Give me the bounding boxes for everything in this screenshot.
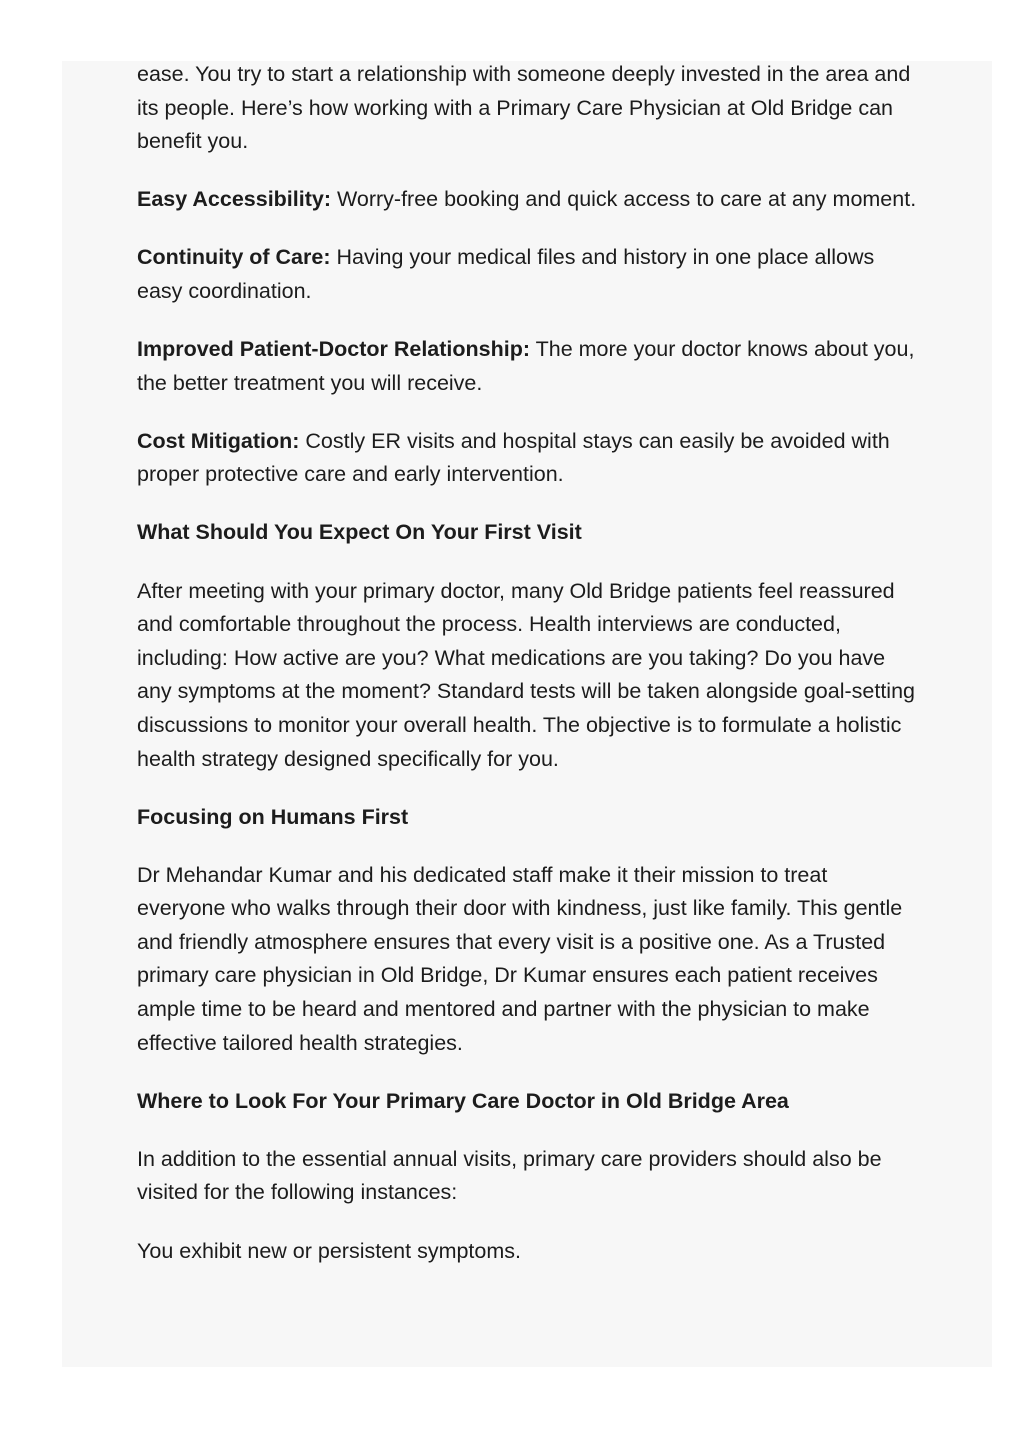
intro-paragraph: ease. You try to start a relationship with someone deeply invested in the area and its people. Here’s how working with a Primary Care Physician at Old Bridge can benefit you. xyxy=(137,62,911,154)
benefit-text: Costly ER visits and hospital stays can easily be avoided with proper protective care and early intervention. xyxy=(137,428,890,487)
section-heading-where-to-look: Where to Look For Your Primary Care Doctor in Old Bridge Area xyxy=(137,1088,789,1113)
article-content xyxy=(137,58,917,1293)
benefit-title: Continuity of Care: xyxy=(137,245,331,270)
benefit-relationship xyxy=(137,333,917,400)
benefit-text: Having your medical files and history in one place allows easy coordination. xyxy=(137,245,875,303)
benefit-text: Worry-free booking and quick access to care at any moment. xyxy=(331,187,917,212)
section-body-where-to-look: In addition to the essential annual visits, primary care providers should also be visited for the following instances: xyxy=(137,1146,882,1205)
benefit-accessibility xyxy=(137,183,917,217)
section-body-first-visit: After meeting with your primary doctor, many Old Bridge patients feel reassured and comfortable throughout the process. Health interviews are conducted, including: How active are you? What medications are you taking? Do you have any symptoms at the moment? Standard tests will be taken alongside goal-setting discussions to monitor your overall health. The objective is to formulate a holistic health strategy designed specifically for you. xyxy=(137,578,915,771)
section-heading-humans-first: Focusing on Humans First xyxy=(137,804,409,829)
benefit-title: Easy Accessibility: xyxy=(137,187,332,212)
benefit-text: The more your doctor knows about you, the better treatment you will receive. xyxy=(137,337,915,395)
benefit-title: Improved Patient-Doctor Relationship: xyxy=(137,337,531,362)
section-heading-first-visit: What Should You Expect On Your First Visit xyxy=(137,520,582,545)
benefit-continuity xyxy=(137,241,917,308)
instance-item: You exhibit new or persistent symptoms. xyxy=(137,1238,521,1263)
section-body-humans-first: Dr Mehandar Kumar and his dedicated staff make it their mission to treat everyone who walks through their door with kindness, just like family. This gentle and friendly atmosphere ensures that every visit is a positive one. As a Trusted primary care physician in Old Bridge, Dr Kumar ensures each patient receives ample time to be heard and mentored and partner with the physician to make effective tailored health strategies. xyxy=(137,862,903,1055)
benefit-title: Cost Mitigation: xyxy=(137,428,300,453)
benefit-cost xyxy=(137,425,917,492)
